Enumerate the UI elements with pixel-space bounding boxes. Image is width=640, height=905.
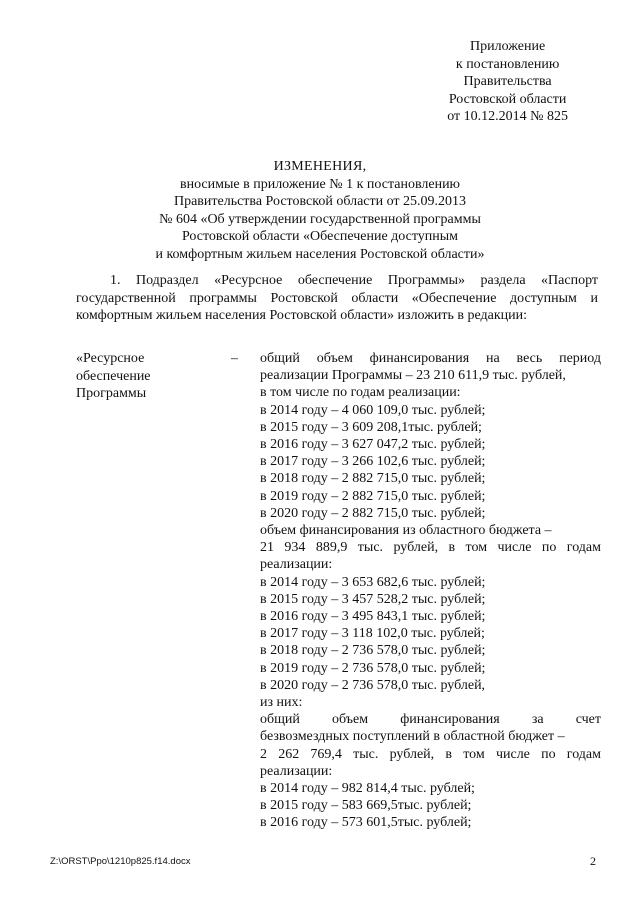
resource-line: в 2017 году – 3 266 102,6 тыс. рублей; [260,454,486,470]
resource-label-line: Программы [76,386,147,401]
resource-line: объем финансирования из областного бюджета – [260,523,552,539]
appendix-line: к постановлению [455,56,560,72]
title-line: Правительства Ростовской области от 25.09.2013 [173,194,467,209]
resource-label-line: «Ресурсное [76,351,145,366]
title-heading: ИЗМЕНЕНИЯ, [273,159,367,174]
resource-label [76,350,196,403]
title-line: вносимые в приложение № 1 к постановлению [179,176,461,192]
resource-line: в 2014 году – 3 653 682,6 тыс. рублей; [260,574,486,590]
appendix-header [447,38,568,126]
resource-line: в 2018 году – 2 736 578,0 тыс. рублей; [260,643,486,659]
resource-label-line: обеспечение [76,368,151,384]
resource-line: общий объем финансирования за счет [260,712,601,728]
title-line: и комфортным жильем населения Ростовской области» [155,246,485,262]
resource-line: реализации: [260,557,333,573]
resource-line: из них: [260,695,303,711]
appendix-line: Приложение [470,39,546,54]
resource-body [260,350,601,832]
resource-line: в том числе по годам реализации: [260,385,461,401]
document-title [60,158,580,263]
resource-line: реализации: [260,763,333,779]
resource-line: в 2019 году – 2 736 578,0 тыс. рублей; [260,660,486,676]
appendix-line: от 10.12.2014 № 825 [447,109,568,124]
resource-line: реализации Программы – 23 210 611,9 тыс. рублей, [260,368,566,384]
resource-line: в 2016 году – 573 601,5тыс. рублей; [260,815,472,831]
resource-line: в 2015 году – 3 457 528,2 тыс. рублей; [260,591,486,607]
resource-line: общий объем финансирования на весь период [260,351,601,366]
resource-line: в 2015 году – 3 609 208,1тыс. рублей; [260,419,482,435]
resource-line: в 2014 году – 982 814,4 тыс. рублей; [260,781,475,797]
footer-file-path: Z:\ORST\Ppo\1210p825.f14.docx [50,856,191,867]
resource-line: в 2014 году – 4 060 109,0 тыс. рублей; [260,402,486,418]
footer-page-number: 2 [590,854,596,868]
resource-dash: – [231,351,238,366]
resource-line: в 2019 году – 2 882 715,0 тыс. рублей; [260,488,486,504]
resource-line: 2 262 769,4 тыс. рублей, в том числе по годам [260,746,601,762]
appendix-line: Правительства [463,74,552,89]
title-line: Ростовской области «Обеспечение доступным [181,229,459,244]
title-line: № 604 «Об утверждении государственной программы [159,211,481,227]
resource-line: в 2017 году – 3 118 102,0 тыс. рублей; [260,626,485,642]
resource-line: в 2020 году – 2 882 715,0 тыс. рублей; [260,505,486,521]
resource-line: в 2018 году – 2 882 715,0 тыс. рублей; [260,471,486,487]
resource-line: в 2016 году – 3 627 047,2 тыс. рублей; [260,437,486,453]
resource-line: безвозмездных поступлений в областной бюджет – [260,729,565,745]
resource-line: в 2016 году – 3 495 843,1 тыс. рублей; [260,609,486,625]
appendix-line: Ростовской области [448,91,567,107]
resource-line: в 2020 году – 2 736 578,0 тыс. рублей, [260,677,486,693]
resource-line: в 2015 году – 583 669,5тыс. рублей; [260,798,472,814]
intro-paragraph: 1. Подраздел «Ресурсное обеспечение Программы» раздела «Паспорт государственной программы Ростовской области «Обеспечение доступным и комфортным жильем населения Ростовской области» изложить в редакции: [76,273,598,323]
resource-line: 21 934 889,9 тыс. рублей, в том числе по годам [260,540,601,556]
